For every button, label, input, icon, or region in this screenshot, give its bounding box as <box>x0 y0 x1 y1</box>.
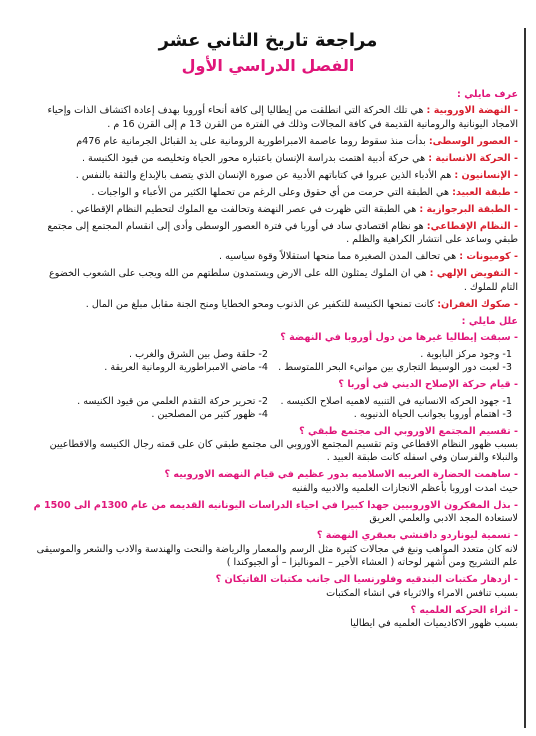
definition-item <box>30 220 518 247</box>
question: - ازدهار مكتبات البندقيه وفلورنسيا الى جانب مكتبات الفاتيكان ؟ <box>215 574 518 586</box>
document-body <box>30 88 518 634</box>
answer-text: لانه كان متعدد المواهب ونبغ في مجالات كثيرة مثل الرسم والمعمار والرياضة والنحت والهندسة والادب والشعر والموسيقى علم التشريح ومن أشهر لوحاته ( العشاء الأخير – الموناليزا – أو الجيوكندا ) <box>36 543 518 569</box>
question: - اثراء الحركه العلميه ؟ <box>410 604 518 616</box>
answer-item: 2- حلقة وصل بين الشرق والغرب . <box>129 349 268 361</box>
question: - ساهمت الحضارة العربيه الاسلاميه بدور عظيم في قيام النهضه الاوروبيه ؟ <box>164 469 518 481</box>
definition-item <box>30 135 518 148</box>
definition-text: بدأت منذ سقوط روما عاصمة الامبراطورية الرومانية على يد القبائل الجرمانية عام 476م <box>76 135 429 147</box>
answer-text: بسبب ظهور النظام الاقطاعي وتم تقسيم المجتمع الاوروبي الى مجتمع طبقي كان على قمته رجال الكنيسه والاقطاعيين والنبلاء والفرسان وفي اسفله كانت طبقة العبيد . <box>49 439 518 464</box>
answer-text: لاستعادة المجد الادبي والعلمي العريق <box>369 513 518 525</box>
definition-text: هي الطبقة التي ظهرت في عصر النهضة وتحالفت مع الملوك لتحطيم النظام الإقطاعي . <box>70 203 420 215</box>
definition-term: - الحركة الانسانية : <box>428 152 518 164</box>
document-title: مراجعة تاريخ الثاني عشر <box>158 30 378 51</box>
answer-item: 1- وجود مركز البابوية . <box>420 349 512 361</box>
definition-text: هي تلك الحركة التي انطلقت من إيطاليا إلى كافة أنحاء أوروبا بهدف إعادة اكتشاف الذات وإحياء الامجاد اليونانية والرومانية القديمة في كافة المجالات وذلك في الفترة من القرن 13 م إلى القرن 16 م . <box>47 105 518 130</box>
definition-term: - التفويض الإلهي : <box>429 268 518 280</box>
answer-grid <box>30 395 518 422</box>
definition-text: هي الطبقة التي حرمت من أي حقوق وعلى الرغم من تحملها الكثير من الأعباء و الواجبات . <box>91 186 453 198</box>
section-heading-reasons: علل مايلي : <box>461 315 518 327</box>
definition-term: - الإنسانيون : <box>454 169 518 181</box>
definition-text: كانت تمنحها الكنيسة للتكفير عن الذنوب ومحو الخطايا ومنح الجنة مقابل مبلغ من المال . <box>85 298 438 310</box>
definition-term: - الطبقة البرجوازية : <box>419 203 518 215</box>
answer-item: 1- جهود الحركه الانسانيه في التنبيه لاهميه اصلاح الكنيسه . <box>280 395 512 407</box>
definition-item <box>30 104 518 131</box>
question: - تقسيم المجتمع الاوروبي الى مجتمع طبقي ؟ <box>299 425 518 437</box>
answer-item: 3- لعبت دور الوسيط التجاري بين موانيء البحر اللمتوسط . <box>278 362 512 374</box>
question: - سبقت إيطاليا غيرها من دول أوروبا في النهضة ؟ <box>280 332 518 344</box>
answer-grid <box>30 348 518 375</box>
answer-text: حيث امدت اوروبا بأعظم الانجازات العلميه والادبيه والفنيه <box>291 482 518 494</box>
answer-text: بسبب تنافس الامراء والاثرياء في انشاء المكتبات <box>326 587 518 599</box>
definition-item <box>30 298 518 311</box>
answer-text: بسبب ظهور الاكاديميات العلميه في ايطاليا <box>350 617 518 629</box>
document-subtitle: الفصل الدراسي الأول <box>181 56 355 75</box>
section-heading-definitions: عرف مايلي : <box>457 89 518 100</box>
definition-item <box>30 169 518 182</box>
definition-item <box>30 186 518 199</box>
definition-term: - كوميونات : <box>459 251 518 263</box>
definition-text: هم الأدباء الذين عبروا في كتاباتهم الأدبية عن صورة الإنسان الذي يتصف بالإبداع والثقة بالنفس . <box>75 169 455 181</box>
definition-term: - طبقة العبيد: <box>452 186 518 198</box>
definition-text: هي ان الملوك يمثلون الله على الارض ويستمدون سلطتهم من الله ويجب على الشعوب الخضوع التام للملوك . <box>48 268 518 293</box>
answer-item: 4- ماضي الامبراطورية الرومانية العريقة . <box>104 362 268 374</box>
question: - بذل المفكرون الاوروبيين جهدا كبيرا في احياء الدراسات اليونانيه القديمه من عام 1300م الى 1500 م <box>33 499 518 511</box>
definition-item <box>30 152 518 165</box>
answer-item: 4- ظهور كثير من المصلحين . <box>151 409 268 421</box>
definition-item <box>30 203 518 216</box>
definition-text: هي تحالف المدن الصغيرة مما منحها استقلالاً وقوة سياسيه . <box>219 251 460 263</box>
definition-text: هي حركة أدبية اهتمت بدراسة الإنسان باعتباره محور الحياة وتخليصه من قيود الكنيسة . <box>81 152 429 164</box>
definition-item <box>30 250 518 263</box>
answer-item: 3- اهتمام أوروبا بجوانب الحياة الدنيويه . <box>353 409 512 421</box>
definition-term: - النظام الإقطاعي: <box>426 220 518 232</box>
definition-term: - العصور الوسطى: <box>428 135 518 147</box>
definition-text: هو نظام اقتصادي ساد في أوربا في فترة العصور الوسطى وأدى إلى انقسام المجتمع إلى مجتمع طبقي وساعد على انتشار الكراهية والظلم . <box>47 220 518 246</box>
definition-term: - النهضة الاوروبية : <box>426 105 518 117</box>
answer-item: 2- تحرير حركة التقدم العلمي من قيود الكنيسه . <box>77 395 268 407</box>
definition-item <box>30 267 518 294</box>
question: - تسمية ليوناردو دافنشي بعبقري النهضة ؟ <box>316 530 518 542</box>
definition-term: - صكوك الغفران: <box>437 298 518 310</box>
question: - قيام حركة الإصلاح الديني في أوربا ؟ <box>338 378 518 390</box>
